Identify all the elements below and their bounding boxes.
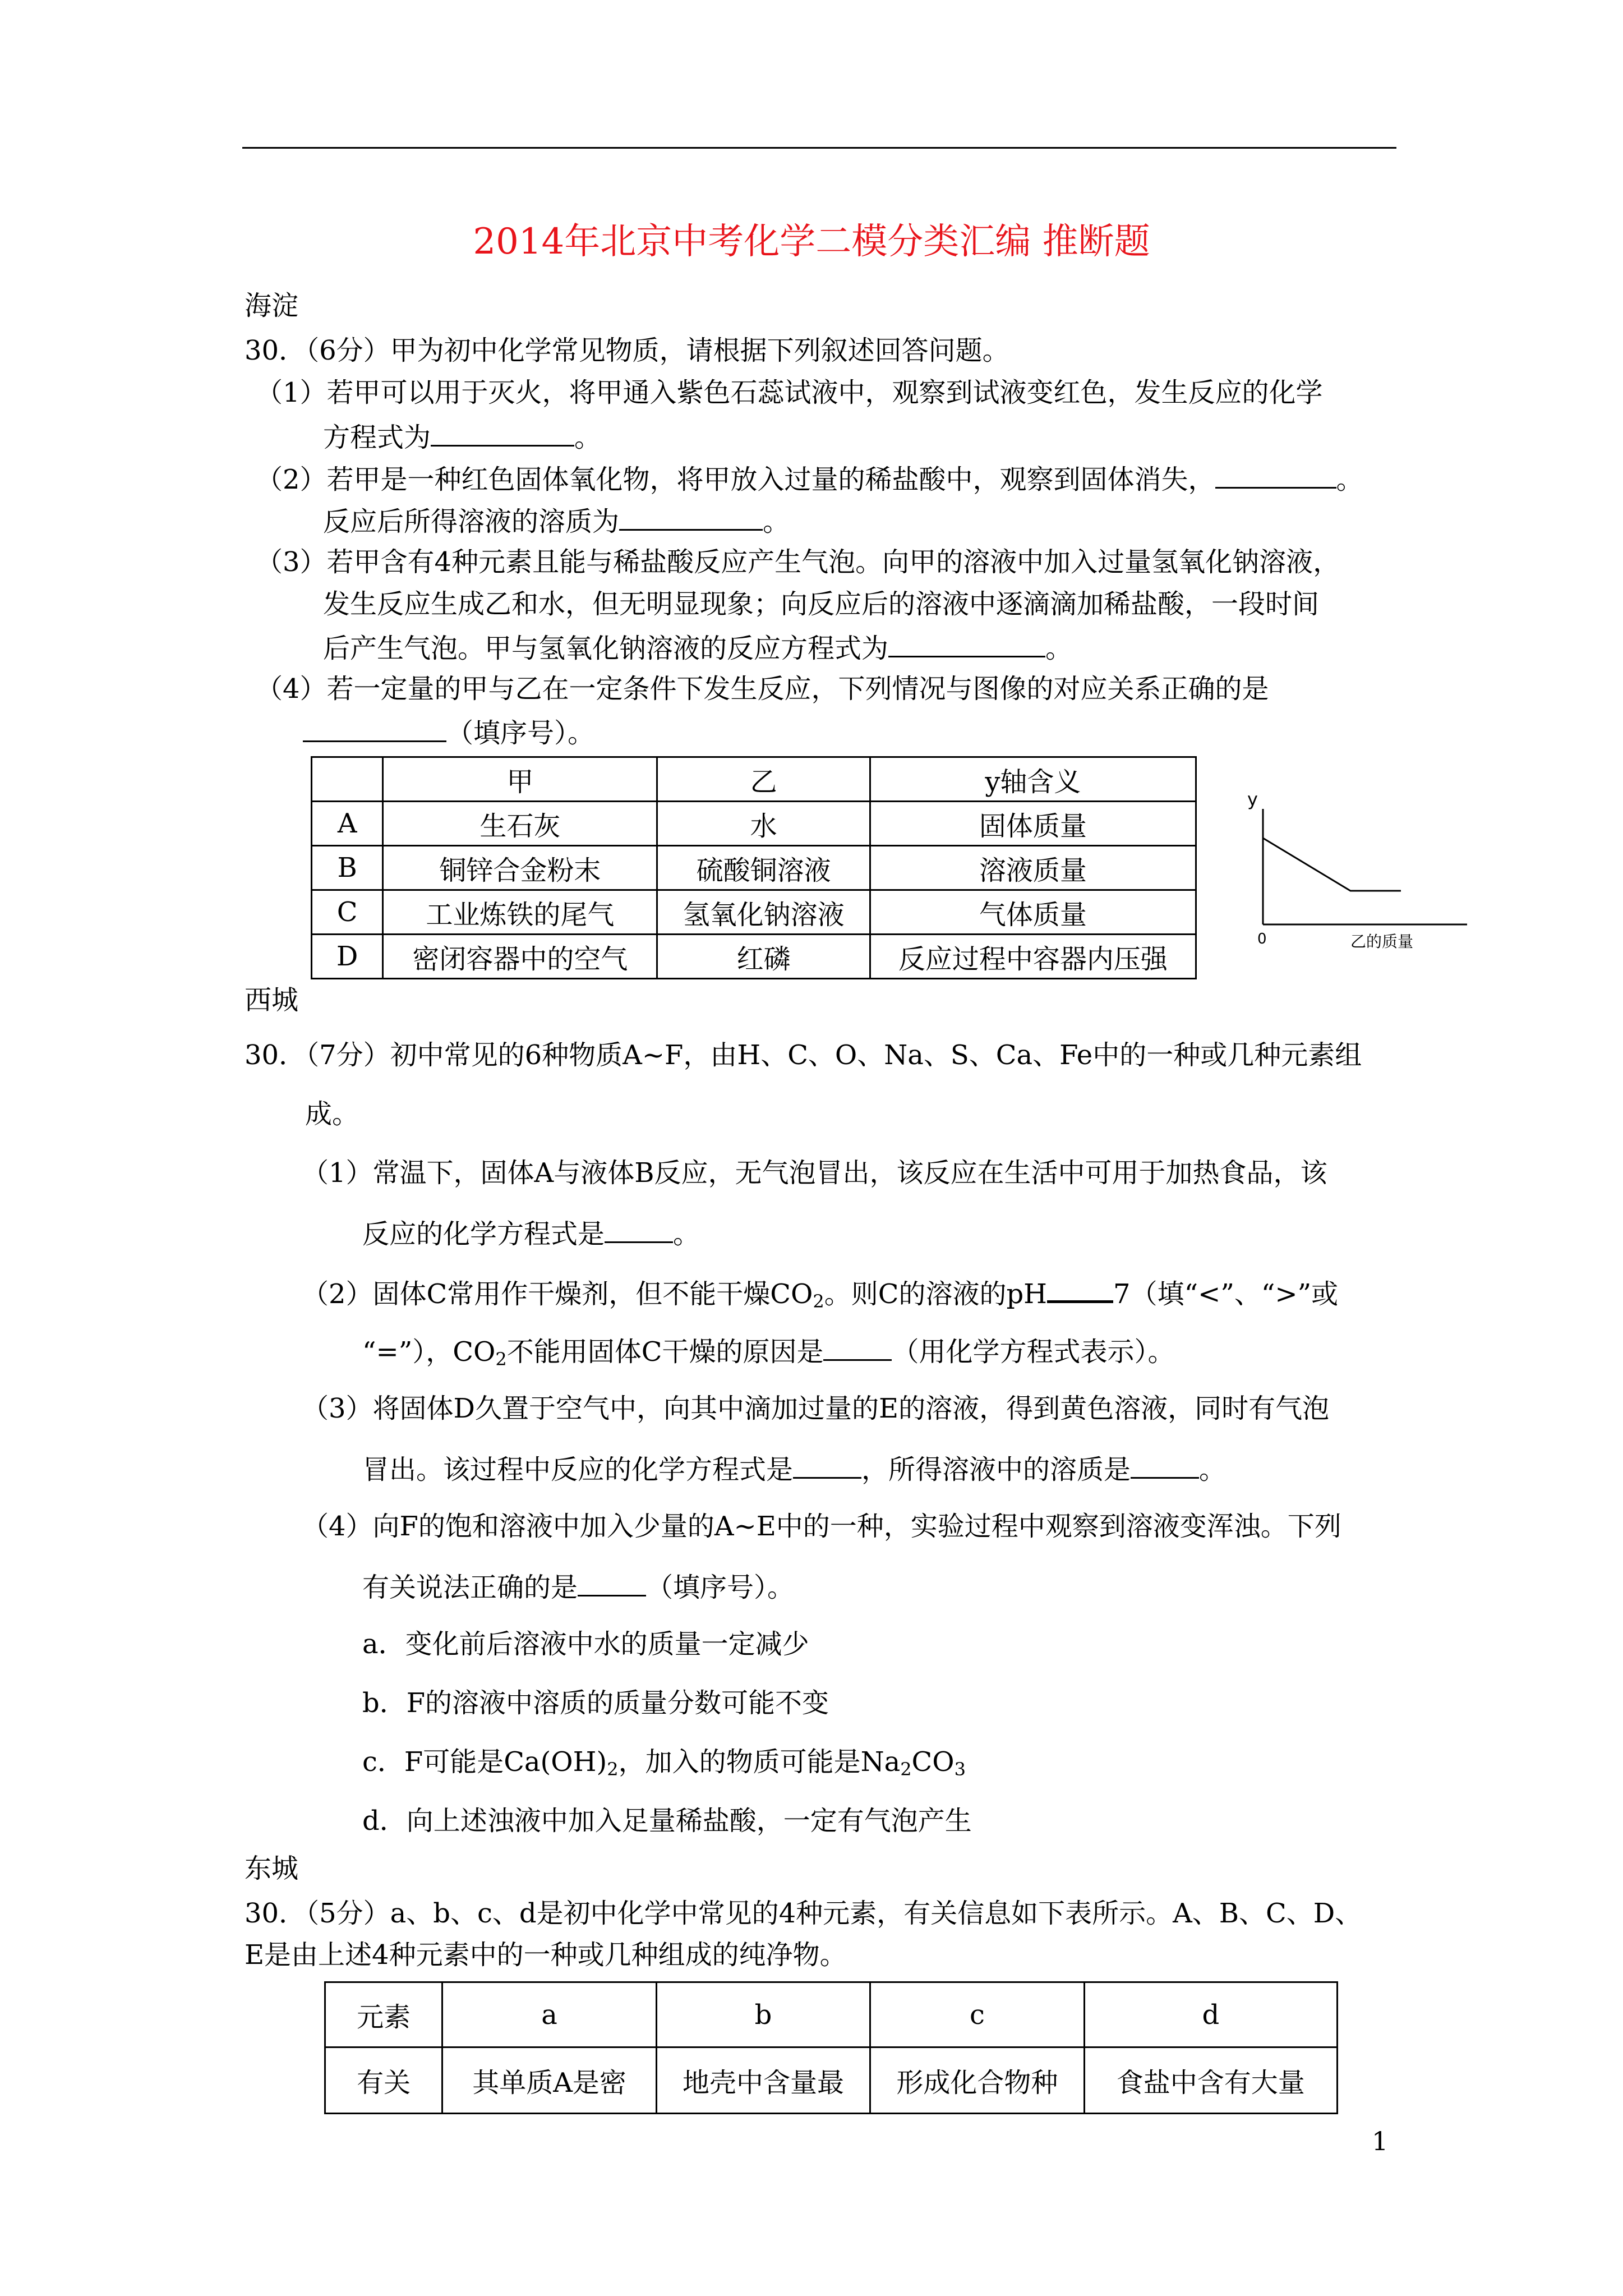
table-cell: 形成化合物种 <box>870 2047 1084 2114</box>
table-cell: 固体质量 <box>870 802 1196 846</box>
page-number: 1 <box>1372 2126 1389 2156</box>
table-cell: 水 <box>657 802 870 846</box>
district-heading-haidian: 海淀 <box>245 290 299 321</box>
graph-curve <box>1263 838 1401 891</box>
origin-label: 0 <box>1257 931 1267 947</box>
answer-blank[interactable] <box>888 629 1045 657</box>
question-part-3-cont: 发生反应生成乙和水，但无明显现象；向反应后的溶液中逐滴滴加稀盐酸，一段时间 <box>323 588 1320 620</box>
table-header-cell: b <box>656 1982 870 2047</box>
table-cell: 工业炼铁的尾气 <box>383 890 657 935</box>
table-cell: 生石灰 <box>383 802 657 846</box>
question-part-2: （2）固体C常用作干燥剂，但不能干燥$CO_2$。则C的溶液的pH 7（填“<”、“>”或 <box>302 1273 1338 1312</box>
option-a: a．变化前后溶液中水的质量一定减少 <box>362 1628 809 1660</box>
question-part-2-cont: 反应后所得溶液的溶质为 。 <box>323 502 790 539</box>
answer-blank[interactable] <box>823 1332 892 1361</box>
table-row <box>312 890 1196 935</box>
table-cell: 溶液质量 <box>870 846 1196 890</box>
table-cell: 食盐中含有大量 <box>1084 2047 1337 2114</box>
table-header-row <box>325 1982 1338 2047</box>
answer-blank[interactable] <box>605 1214 673 1243</box>
table-header-row <box>312 757 1196 802</box>
question-part-4: （4）向F的饱和溶液中加入少量的A~E中的一种，实验过程中观察到溶液变浑浊。下列 <box>302 1511 1341 1542</box>
header-rule <box>242 147 1396 149</box>
table-cell: B <box>312 846 383 890</box>
answer-blank[interactable] <box>303 714 446 742</box>
question-part-4-cont: （填序号）。 <box>303 714 594 751</box>
table-header-cell: 元素 <box>325 1982 442 2047</box>
table-cell: 硫酸铜溶液 <box>657 846 870 890</box>
question-part-3: （3）将固体D久置于空气中，向其中滴加过量的E的溶液，得到黄色溶液，同时有气泡 <box>302 1393 1330 1424</box>
y-axis-label: y <box>1247 789 1258 810</box>
question-heading: 30．（5分）a、b、c、d是初中化学中常见的4种元素，有关信息如下表所示。A、B、C、D、 <box>245 1898 1362 1929</box>
answer-blank[interactable] <box>619 502 763 531</box>
table-header-cell <box>312 757 383 802</box>
question-part-2-cont: “=”），$CO_2$不能用固体C干燥的原因是 （用化学方程式表示）。 <box>362 1332 1175 1369</box>
table-cell: 氢氧化钠溶液 <box>657 890 870 935</box>
table-row <box>325 2047 1338 2114</box>
table-cell: 反应过程中容器内压强 <box>870 935 1196 979</box>
haidian-options-table <box>311 756 1197 979</box>
page-title: 2014年北京中考化学二模分类汇编 推断题 <box>473 221 1150 263</box>
table-cell: A <box>312 802 383 846</box>
table-header-cell: c <box>870 1982 1084 2047</box>
question-part-1-cont: 方程式为 。 <box>323 418 601 455</box>
table-row <box>312 935 1196 979</box>
sketch-graph <box>1233 785 1468 954</box>
table-header-cell: a <box>442 1982 656 2047</box>
question-part-4-cont: 有关说法正确的是 （填序号）。 <box>362 1568 794 1605</box>
option-c: c．F可能是$Ca(OH)_2$，加入的物质可能是$Na_2CO_3$ <box>362 1746 966 1780</box>
question-part-3-cont: 冒出。该过程中反应的化学方程式是 ，所得溶液中的溶质是 。 <box>362 1450 1226 1487</box>
option-b: b．F的溶液中溶质的质量分数可能不变 <box>362 1687 829 1719</box>
answer-blank[interactable] <box>1047 1273 1113 1303</box>
table-cell: C <box>312 890 383 935</box>
dongcheng-elements-table <box>324 1981 1338 2114</box>
table-row <box>312 802 1196 846</box>
question-part-1-cont: 反应的化学方程式是 。 <box>362 1214 700 1251</box>
question-heading: 30．（6分）甲为初中化学常见物质，请根据下列叙述回答问题。 <box>245 335 1009 366</box>
answer-blank[interactable] <box>431 418 574 447</box>
table-cell: 红磷 <box>657 935 870 979</box>
question-part-3: （3）若甲含有4种元素且能与稀盐酸反应产生气泡。向甲的溶液中加入过量氢氧化钠溶液， <box>256 546 1340 578</box>
table-cell: D <box>312 935 383 979</box>
question-heading-cont: 成。 <box>305 1098 359 1130</box>
table-row <box>312 846 1196 890</box>
table-cell: 气体质量 <box>870 890 1196 935</box>
answer-blank[interactable] <box>1215 460 1336 489</box>
answer-blank[interactable] <box>1131 1450 1199 1479</box>
answer-blank[interactable] <box>793 1450 861 1479</box>
table-cell: 有关 <box>325 2047 442 2114</box>
question-part-2: （2）若甲是一种红色固体氧化物，将甲放入过量的稀盐酸中，观察到固体消失， 。 <box>256 460 1363 497</box>
table-header-cell: 甲 <box>383 757 657 802</box>
question-heading-cont: E是由上述4种元素中的一种或几种组成的纯净物。 <box>245 1939 847 1971</box>
question-part-4: （4）若一定量的甲与乙在一定条件下发生反应，下列情况与图像的对应关系正确的是 <box>256 673 1269 705</box>
district-heading-xicheng: 西城 <box>245 984 299 1016</box>
answer-blank[interactable] <box>578 1568 646 1596</box>
table-cell: 地壳中含量最 <box>656 2047 870 2114</box>
table-header-cell: d <box>1084 1982 1337 2047</box>
table-cell: 其单质A是密 <box>442 2047 656 2114</box>
table-header-cell: y轴含义 <box>870 757 1196 802</box>
question-part-1: （1）若甲可以用于灭火，将甲通入紫色石蕊试液中，观察到试液变红色，发生反应的化学 <box>256 377 1323 408</box>
district-heading-dongcheng: 东城 <box>245 1853 299 1884</box>
x-axis-label: 乙的质量 <box>1350 932 1414 951</box>
option-d: d．向上述浊液中加入足量稀盐酸，一定有气泡产生 <box>362 1805 972 1837</box>
question-part-3-cont: 后产生气泡。甲与氢氧化钠溶液的反应方程式为 。 <box>323 629 1072 666</box>
table-header-cell: 乙 <box>657 757 870 802</box>
question-heading: 30．（7分）初中常见的6种物质A~F，由H、C、O、Na、S、Ca、Fe中的一种或几种元素组 <box>245 1039 1362 1071</box>
question-part-1: （1）常温下，固体A与液体B反应，无气泡冒出，该反应在生活中可用于加热食品，该 <box>302 1157 1327 1189</box>
table-cell: 密闭容器中的空气 <box>383 935 657 979</box>
table-cell: 铜锌合金粉末 <box>383 846 657 890</box>
